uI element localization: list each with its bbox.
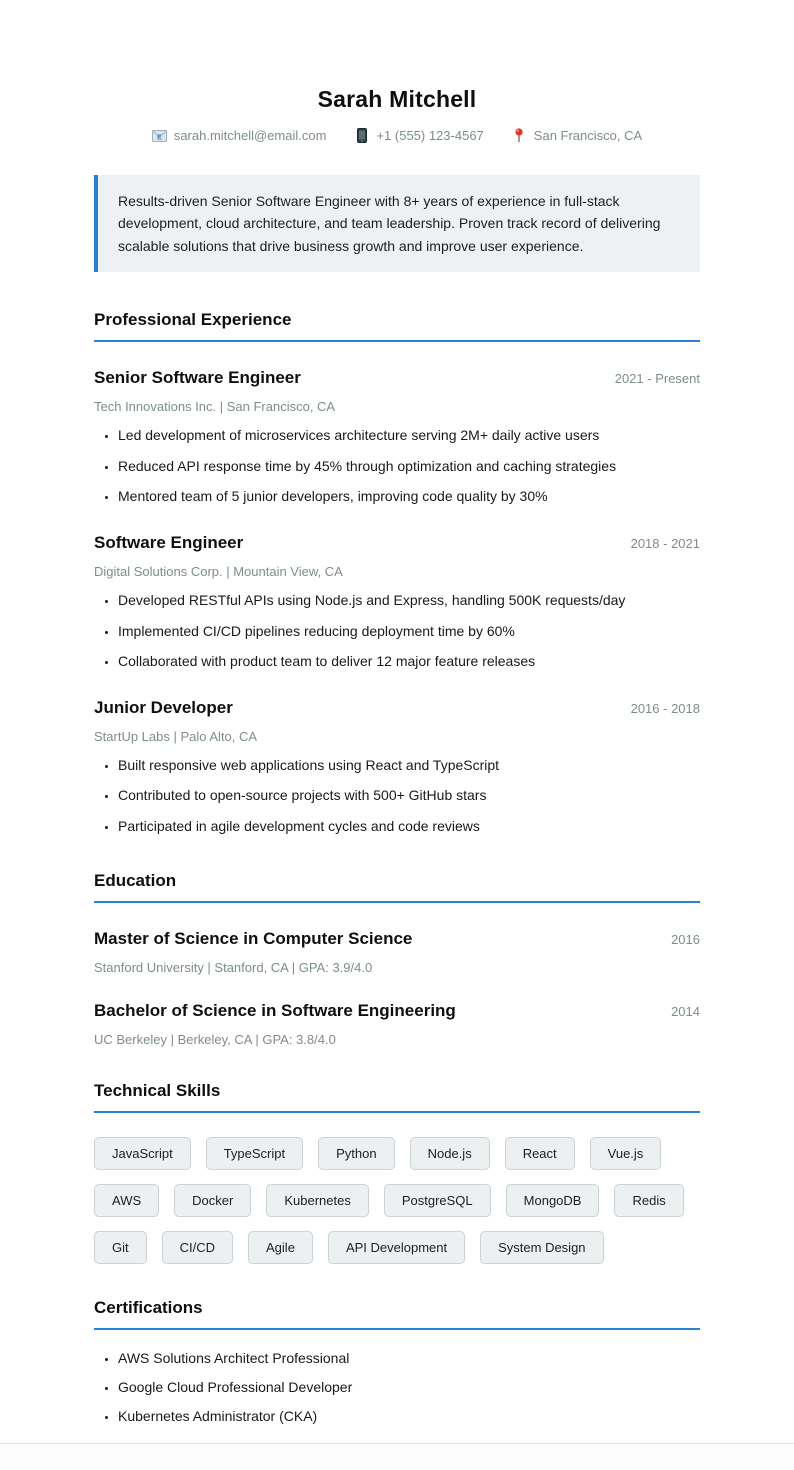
degree-dates: 2016 xyxy=(671,931,700,947)
bullet-item: • Contributed to open-source projects with 500+ GitHub stars xyxy=(118,786,700,806)
section-certifications xyxy=(94,1298,700,1424)
svg-text:E: E xyxy=(156,134,162,141)
job-dates: 2018 - 2021 xyxy=(630,535,700,551)
skill-pill: TypeScript xyxy=(206,1137,303,1170)
bullet-item: • Mentored team of 5 junior developers, improving code quality by 30% xyxy=(118,487,700,507)
degree-header xyxy=(94,1001,700,1021)
bullet-item: • Collaborated with product team to deliver 12 major feature releases xyxy=(118,652,700,672)
skill-pill: PostgreSQL xyxy=(384,1184,491,1217)
degree-title: Bachelor of Science in Software Engineering xyxy=(94,1000,456,1020)
section-education xyxy=(94,871,700,1047)
bullet-item: • Led development of microservices architecture serving 2M+ daily active users xyxy=(118,426,700,446)
experience-title: Professional Experience xyxy=(94,310,700,342)
skill-pill: Kubernetes xyxy=(266,1184,369,1217)
email-icon xyxy=(152,128,167,143)
job-company: Digital Solutions Corp. | Mountain View, CA xyxy=(94,563,343,579)
skill-pill: Agile xyxy=(248,1231,313,1264)
degree-title: Master of Science in Computer Science xyxy=(94,928,413,948)
job-entry xyxy=(94,368,700,507)
skill-pill: API Development xyxy=(328,1231,465,1264)
contact-phone-text: +1 (555) 123-4567 xyxy=(376,128,484,143)
certification-item: • Google Cloud Professional Developer xyxy=(118,1379,700,1395)
contact-email xyxy=(152,128,327,143)
candidate-name: Sarah Mitchell xyxy=(317,86,477,112)
skill-pill: AWS xyxy=(94,1184,159,1217)
skill-pill: CI/CD xyxy=(162,1231,233,1264)
section-skills xyxy=(94,1081,700,1264)
job-bullets xyxy=(94,756,700,837)
certification-item: • Kubernetes Administrator (CKA) xyxy=(118,1408,700,1424)
skills-title: Technical Skills xyxy=(94,1081,700,1113)
certification-item: • AWS Solutions Architect Professional xyxy=(118,1350,700,1366)
degree-school: UC Berkeley | Berkeley, CA | GPA: 3.8/4.0 xyxy=(94,1031,336,1047)
skill-pill: MongoDB xyxy=(506,1184,600,1217)
section-experience xyxy=(94,310,700,836)
contact-location xyxy=(512,128,642,143)
summary-text: Results-driven Senior Software Engineer with 8+ years of experience in full-stack development, cloud architecture, and team leadership. Proven track record of delivering scalable solutions that drive business growth and improve user experience. xyxy=(118,193,661,254)
contact-email-text: sarah.mitchell@email.com xyxy=(173,128,327,143)
page-bottom-divider xyxy=(0,1443,794,1470)
certifications-title: Certifications xyxy=(94,1298,700,1330)
skill-pill: React xyxy=(505,1137,575,1170)
job-bullets xyxy=(94,426,700,507)
degree-entry xyxy=(94,1001,700,1047)
job-company: StartUp Labs | Palo Alto, CA xyxy=(94,728,258,744)
skill-pill: Redis xyxy=(614,1184,683,1217)
job-entry xyxy=(94,533,700,672)
degree-entry xyxy=(94,929,700,975)
phone-icon xyxy=(354,128,369,143)
bullet-item: • Implemented CI/CD pipelines reducing deployment time by 60% xyxy=(118,622,700,642)
contact-phone xyxy=(354,128,483,143)
degree-dates: 2014 xyxy=(671,1003,700,1019)
skill-pill: Python xyxy=(318,1137,394,1170)
skill-pill: Node.js xyxy=(410,1137,490,1170)
job-entry xyxy=(94,698,700,837)
certifications-list xyxy=(94,1350,700,1424)
degree-school: Stanford University | Stanford, CA | GPA: 3.9/4.0 xyxy=(94,959,373,975)
bullet-item: • Built responsive web applications using React and TypeScript xyxy=(118,756,700,776)
skill-pill: Docker xyxy=(174,1184,251,1217)
education-title: Education xyxy=(94,871,700,903)
job-bullets xyxy=(94,591,700,672)
skill-pill: JavaScript xyxy=(94,1137,191,1170)
contact-row xyxy=(94,128,700,143)
skill-pill: Git xyxy=(94,1231,147,1264)
job-company: Tech Innovations Inc. | San Francisco, CA xyxy=(94,399,336,415)
job-header xyxy=(94,533,700,553)
job-header xyxy=(94,698,700,718)
job-title: Software Engineer xyxy=(94,532,244,552)
bullet-item: • Participated in agile development cycles and code reviews xyxy=(118,817,700,837)
bullet-item: • Reduced API response time by 45% through optimization and caching strategies xyxy=(118,457,700,477)
skill-pill: System Design xyxy=(480,1231,603,1264)
job-title: Senior Software Engineer xyxy=(94,368,301,388)
job-title: Junior Developer xyxy=(94,697,233,717)
skills-pills xyxy=(94,1137,700,1264)
job-header xyxy=(94,368,700,388)
contact-location-text: San Francisco, CA xyxy=(533,128,643,143)
degree-header xyxy=(94,929,700,949)
bullet-item: • Developed RESTful APIs using Node.js and Express, handling 500K requests/day xyxy=(118,591,700,611)
job-dates: 2016 - 2018 xyxy=(630,700,700,716)
location-icon xyxy=(512,128,527,143)
job-dates: 2021 - Present xyxy=(614,371,700,387)
skill-pill: Vue.js xyxy=(590,1137,662,1170)
summary-box xyxy=(94,175,700,272)
